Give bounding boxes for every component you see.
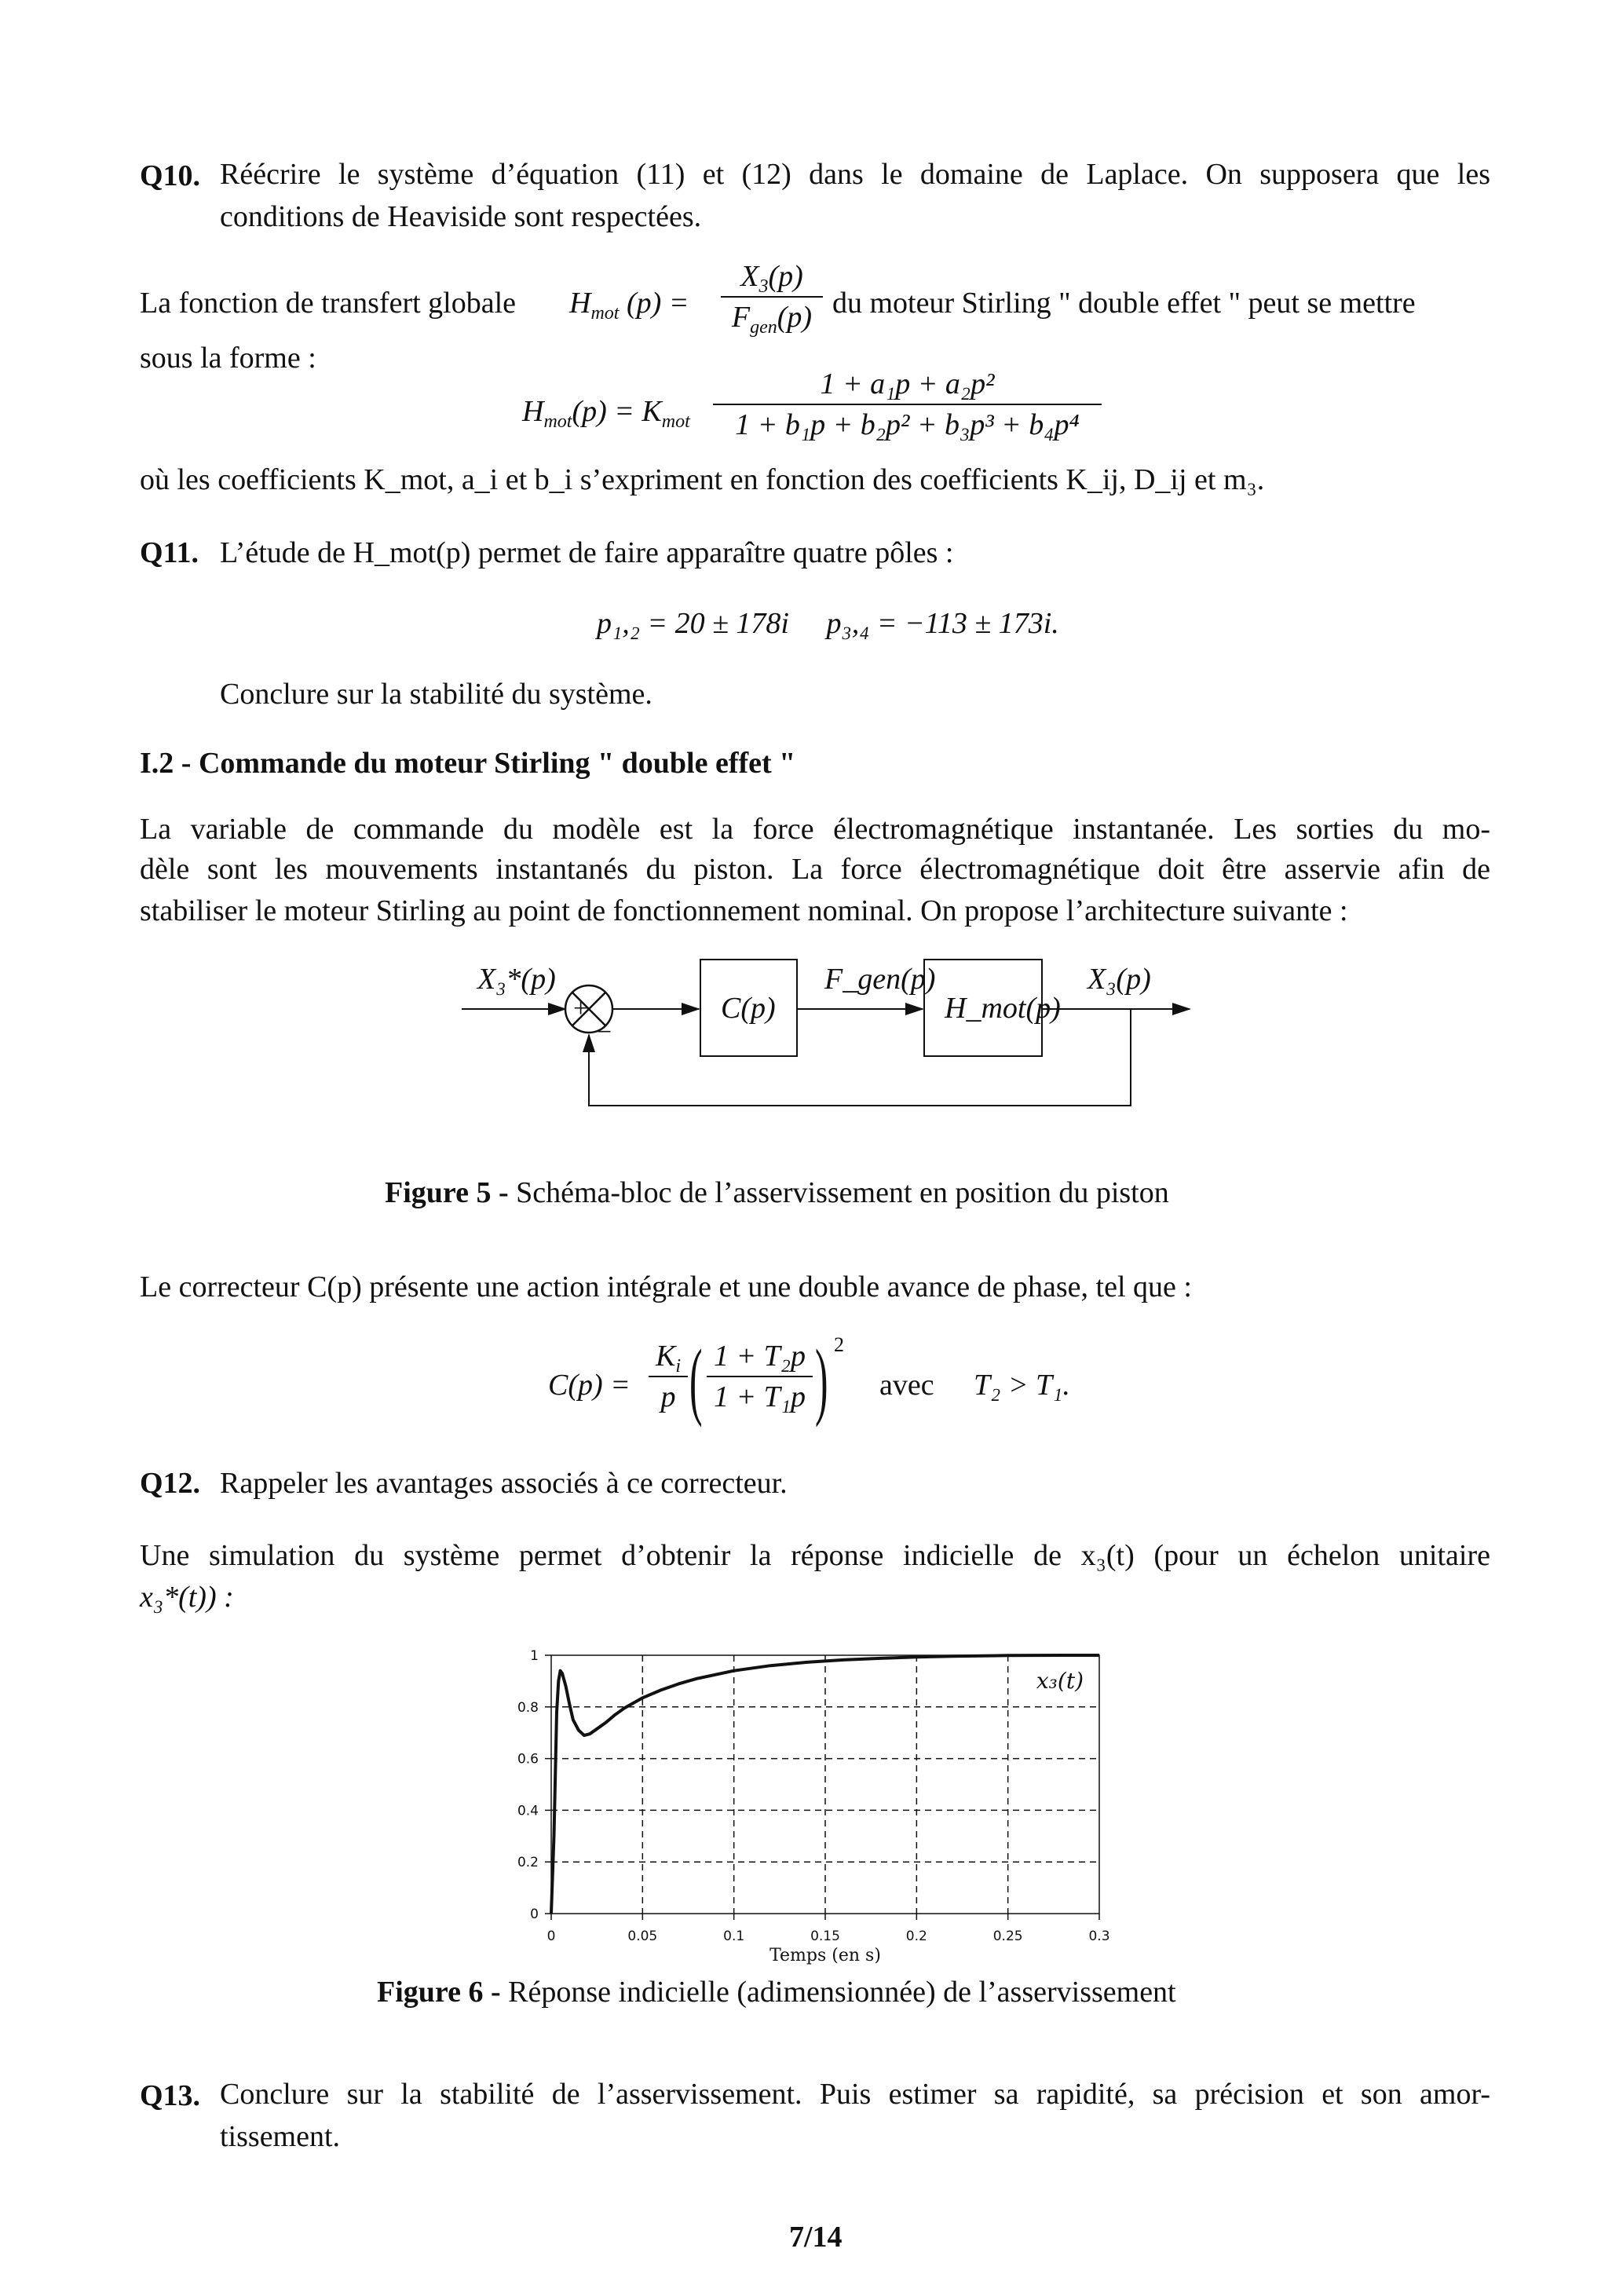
page-number: 7/14: [789, 2221, 843, 2254]
num-sub: 3: [758, 276, 769, 297]
figure6-caption: [377, 1977, 1176, 2007]
tick-label-y-0.6: 0.6: [517, 1751, 539, 1768]
q11-label: Q11.: [140, 536, 199, 569]
para-command-line3: stabiliser le moteur Stirling au point de fonctionnement nominal. On propose l’architecture suivante :: [140, 894, 1348, 927]
den-arg: (p): [777, 301, 813, 334]
bd-input-label: X₃*(p): [477, 963, 556, 996]
q11-poles: p₁,₂ = 20 ± 178i p₃,₄ = −113 ± 173i.: [597, 607, 1059, 640]
power-2: 2: [834, 1333, 844, 1356]
bd-plant-label: H_mot(p): [945, 992, 1061, 1025]
transfer-intro-before: La fonction de transfert globale: [140, 287, 517, 320]
bd-output-label: X₃(p): [1087, 963, 1151, 996]
hmot-denominator: 1 + b₁p + b₂p² + b₃p³ + b₄p⁴: [735, 408, 1080, 441]
chart-legend: x₃(t): [1036, 1668, 1084, 1694]
corrector-line: Le correcteur C(p) présente une action intégrale et une double avance de phase, tel que :: [140, 1270, 1192, 1303]
ki-num: [655, 1340, 682, 1377]
tick-label-y-0.2: 0.2: [517, 1855, 539, 1871]
tick-label-x-0.15: 0.15: [810, 1929, 840, 1944]
q11-conclude: Conclure sur la stabilité du système.: [220, 678, 652, 711]
hmot-lhs-arg: (p) = K: [572, 395, 662, 428]
transfer-den: [731, 301, 813, 338]
ki: K: [655, 1340, 676, 1373]
lead-den: 1 + T₁p: [714, 1380, 806, 1413]
hmot-h: H: [569, 287, 591, 320]
tick-label-x-0.3: 0.3: [1088, 1929, 1110, 1944]
transfer-fraction: [721, 260, 823, 338]
step-response-chart: [487, 1633, 1131, 1983]
num-x: X: [740, 260, 759, 293]
para-command-line1: La variable de commande du modèle est la force électromagnétique instantanée. Les sorties du mo-: [140, 813, 1490, 846]
coeffs-line: où les coefficients K_mot, a_i et b_i s’expriment en fonction des coefficients K_ij, D_ij et m₃.: [140, 463, 1265, 496]
figure5-text: Schéma-bloc de l’asservissement en position du piston: [516, 1176, 1169, 1209]
hmot-inline: [569, 287, 689, 324]
q13-line1-wrap: [220, 2074, 1490, 2155]
hmot-lhs: H: [522, 395, 544, 428]
tick-label-x-0.25: 0.25: [992, 1929, 1023, 1944]
ki-over-p: [649, 1341, 688, 1412]
figure5-caption: [385, 1178, 1169, 1208]
k-sub: mot: [661, 411, 690, 432]
lead-bar: [707, 1376, 813, 1377]
left-paren: (: [689, 1332, 703, 1428]
para-command-line2: dèle sont les mouvements instantanés du piston. La force électromagnétique doit être asservie afin de: [140, 853, 1490, 886]
avec: avec: [879, 1369, 934, 1402]
q13-line2: tissement.: [220, 2120, 341, 2153]
q10-label: Q10.: [140, 159, 201, 192]
figure6-label: Figure 6 -: [377, 1976, 501, 2009]
lead-num: 1 + T₂p: [714, 1340, 806, 1373]
num-arg: (p): [768, 260, 803, 293]
ki-sub: i: [675, 1356, 682, 1377]
hmot-bar: [713, 404, 1102, 405]
right-paren: ): [815, 1332, 828, 1428]
den-sub: gen: [750, 317, 777, 338]
figure6-text: Réponse indicielle (adimensionnée) de l’asservissement: [508, 1976, 1176, 2009]
hmot-numerator: 1 + a₁p + a₂p²: [820, 367, 995, 400]
hmot-formula-lhs: [522, 395, 690, 432]
q12-label: Q12.: [140, 1467, 201, 1500]
condition: T₂ > T₁.: [974, 1369, 1070, 1402]
x-axis-label: Temps (en s): [769, 1946, 881, 1965]
q10-line1: Réécrire le système d’équation (11) et (12) dans le domaine de Laplace. On supposera que les: [220, 158, 1490, 191]
den-f: F: [731, 301, 751, 334]
section-title: I.2 - Commande du moteur Stirling " double effet ": [140, 747, 796, 780]
hmot-arg: (p) =: [626, 287, 689, 320]
figure5-label: Figure 5 -: [385, 1176, 509, 1209]
transfer-intro-line2: sous la forme :: [140, 342, 316, 375]
simulation-line1: Une simulation du système permet d’obtenir la réponse indicielle de x₃(t) (pour un échelon unitaire: [140, 1539, 1490, 1572]
c-formula-lhs: C(p) =: [548, 1369, 631, 1402]
q13-line1: Conclure sur la stabilité de l’asservissement. Puis estimer sa rapidité, sa précision et son amor-: [220, 2078, 1490, 2111]
bd-controller-label: C(p): [721, 992, 776, 1025]
tick-label-x-0.1: 0.1: [723, 1929, 745, 1944]
q10-line2: conditions de Heaviside sont respectées.: [220, 200, 702, 233]
tick-label-x-0: 0: [546, 1929, 556, 1944]
tick-label-x-0.2: 0.2: [905, 1929, 927, 1944]
tick-label-x-0.05: 0.05: [627, 1929, 658, 1944]
q13-label: Q13.: [140, 2079, 201, 2112]
bd-minus: −: [597, 1018, 612, 1047]
ki-bar: [649, 1376, 688, 1377]
fraction-bar: [721, 296, 823, 298]
bd-signal-label: F_gen(p): [824, 963, 936, 996]
lead-fraction: [707, 1341, 813, 1412]
simulation-line1-wrap: [140, 1535, 1490, 1617]
tick-label-y-0: 0: [530, 1907, 539, 1922]
tick-label-y-0.8: 0.8: [517, 1699, 539, 1716]
hmot-fraction: [713, 369, 1102, 440]
bd-plus: +: [573, 994, 589, 1023]
transfer-num: [740, 260, 803, 297]
q12-text: Rappeler les avantages associés à ce correcteur.: [220, 1467, 788, 1500]
ki-den: p: [660, 1380, 676, 1413]
transfer-intro-after: du moteur Stirling " double effet " peut se mettre: [832, 287, 1416, 320]
tick-label-y-0.4: 0.4: [517, 1803, 539, 1819]
hmot-lhs-sub: mot: [543, 411, 572, 432]
q11-text: L’étude de H_mot(p) permet de faire apparaître quatre pôles :: [220, 536, 954, 569]
tick-label-y-1: 1: [530, 1648, 539, 1664]
hmot-sub: mot: [590, 303, 620, 324]
simulation-line2: x₃*(t)) :: [140, 1581, 234, 1614]
